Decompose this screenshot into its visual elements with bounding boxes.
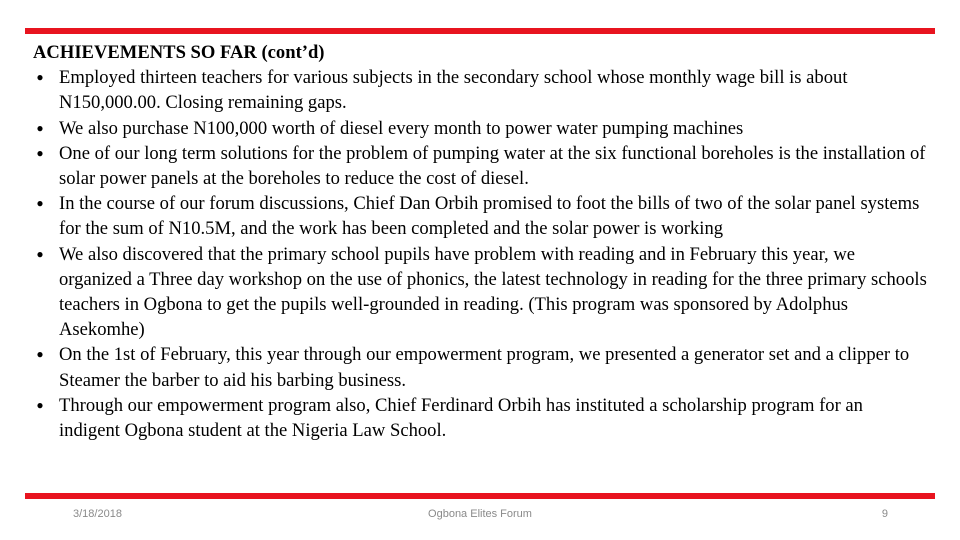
bullet-icon: ●: [36, 196, 44, 211]
bullet-text: Employed thirteen teachers for various subjects in the secondary school whose monthly wage bill is about N150,000.00. Closing remaining gaps.: [59, 67, 848, 114]
bullet-icon: ●: [36, 70, 44, 85]
footer-date: 3/18/2018: [73, 508, 122, 520]
bullet-text: We also purchase N100,000 worth of diesel every month to power water pumping machines: [59, 117, 744, 139]
bullet-text: Through our empowerment program also, Chief Ferdinard Orbih has instituted a scholarship program for an indigent Ogbona student at the Nigeria Law School.: [59, 394, 863, 442]
list-item: [33, 393, 928, 443]
footer-title: Ogbona Elites Forum: [428, 508, 532, 520]
list-item: [33, 65, 928, 115]
slide-content: [33, 40, 928, 443]
list-item: [33, 342, 928, 392]
bullet-icon: ●: [36, 120, 44, 135]
bullet-list: [33, 65, 928, 443]
bullet-icon: ●: [36, 347, 44, 362]
bullet-text: On the 1st of February, this year through our empowerment program, we presented a generator set and a clipper to Steamer the barber to aid his barbing business.: [59, 344, 910, 391]
bullet-text: We also discovered that the primary school pupils have problem with reading and in February this year, we organized a Three day workshop on the use of phonics, the latest technology in reading for the three primary schools teachers in Ogbona to get the pupils well-grounded in reading. (This program was sponsored by Adolphus Asekomhe): [59, 243, 927, 341]
bottom-accent-bar: [25, 493, 935, 499]
list-item: [33, 141, 928, 191]
bullet-icon: ●: [36, 246, 44, 261]
page-number: 9: [881, 508, 888, 520]
bullet-icon: ●: [36, 145, 44, 160]
bullet-icon: ●: [36, 397, 44, 412]
list-item: [33, 191, 928, 241]
list-item: [33, 242, 928, 343]
list-item: [33, 116, 928, 141]
bullet-text: One of our long term solutions for the problem of pumping water at the six functional boreholes is the installation of solar power panels at the boreholes to reduce the cost of diesel.: [59, 142, 926, 190]
bullet-text: In the course of our forum discussions, Chief Dan Orbih promised to foot the bills of two of the solar panel systems for the sum of N10.5M, and the work has been completed and the solar power is working: [59, 193, 920, 240]
top-accent-bar: [25, 28, 935, 34]
slide-title: ACHIEVEMENTS SO FAR (cont’d): [33, 42, 325, 63]
